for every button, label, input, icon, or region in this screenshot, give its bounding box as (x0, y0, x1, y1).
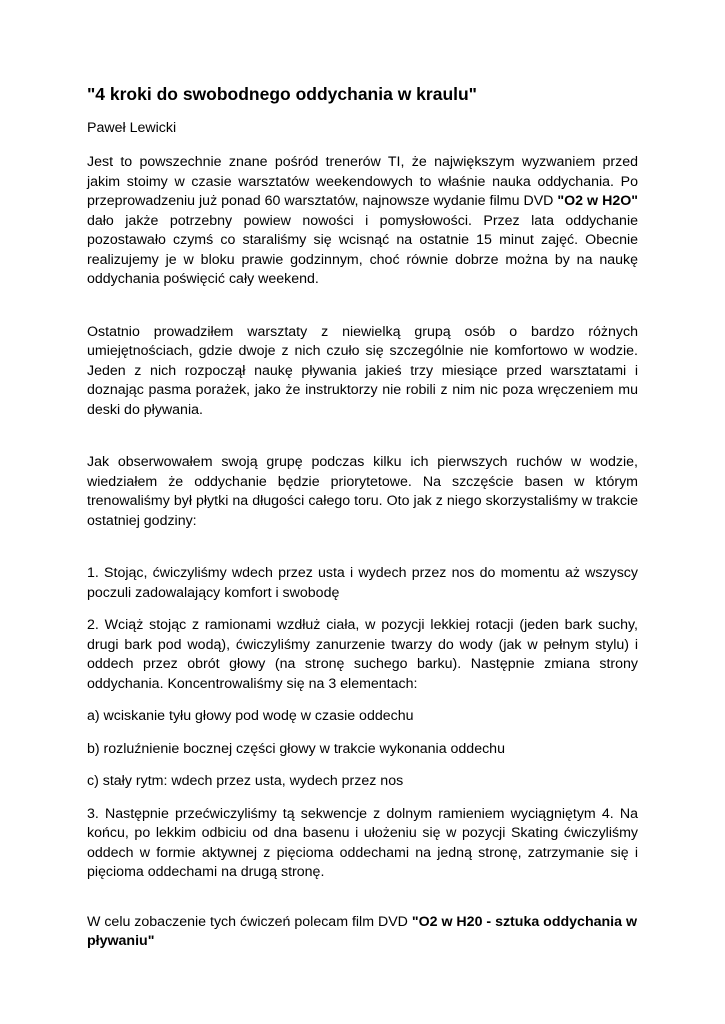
sub-item-a: a) wciskanie tyłu głowy pod wodę w czasie oddechu (87, 708, 414, 724)
dvd-recommendation-bold: "O2 w H20 - sztuka oddychania w pływaniu" (87, 913, 637, 949)
dvd-title-bold: "O2 w H2O" (557, 193, 638, 209)
step-3: 3. Następnie przećwiczyliśmy tą sekwencje z dolnym ramieniem wyciągniętym 4. Na końcu, po lekkim odbiciu od dna basenu i ułożeniu się w pozycji Skating ćwiczyliśmy oddech w formie aktywnej z pięcioma oddechami na jedną stronę, zatrzymanie się i pięcioma oddechami na drugą stronę. (87, 805, 638, 880)
sub-item-b: b) rozluźnienie bocznej części głowy w trakcie wykonania oddechu (87, 740, 505, 757)
paragraph-closing (87, 913, 638, 952)
step-1: 1. Stojąc, ćwiczyliśmy wdech przez usta i wydech przez nos do momentu aż wszyscy poczuli zadowalający komfort i swobodę (87, 565, 638, 601)
paragraph-intro-text-a: Jest to powszechnie znane pośród trenerów TI, że największym wyzwaniem przed jakim stoimy w czasie warsztatów weekendowych to właśnie nauka oddychania. Po przeprowadzeniu już ponad 60 warsztatów, najnowsze wydanie filmu DVD (87, 154, 638, 209)
paragraph-intro-text-b: dało jakże potrzebny powiew nowości i pomysłowości. Przez lata oddychanie pozostawało czymś co staraliśmy się wcisnąć na ostatnie 15 minut zajęć. Obecnie realizujemy je w bloku prawie godzinnym, choć równie dobrze można by na naukę oddychania poświęcić cały weekend. (87, 212, 638, 287)
author-name: Paweł Lewicki (87, 120, 177, 136)
paragraph-closing-text: W celu zobaczenie tych ćwiczeń polecam film DVD (87, 913, 412, 930)
paragraph-intro (87, 153, 638, 290)
paragraph-observation: Jak obserwowałem swoją grupę podczas kilku ich pierwszych ruchów w wodzie, wiedziałem że oddychanie będzie priorytetowe. Na szczęście basen w którym trenowaliśmy był płytki na długości całego toru. Oto jak z niego skorzystaliśmy w trakcie ostatniej godziny: (87, 454, 638, 529)
step-2: 2. Wciąż stojąc z ramionami wzdłuż ciała, w pozycji lekkiej rotacji (jeden bark suchy, drugi bark pod wodą), ćwiczyliśmy zanurzenie twarzy do wody (jak w pełnym stylu) i oddech przez obrót głowy (na stronę suchego barku). Następnie zmiana strony oddychania. Koncentrowaliśmy się na 3 elementach: (87, 617, 638, 692)
sub-item-c: c) stały rytm: wdech przez usta, wydech przez nos (87, 773, 404, 789)
document-page (87, 83, 638, 952)
paragraph-workshop: Ostatnio prowadziłem warsztaty z niewielką grupą osób o bardzo różnych umiejętnościach, gdzie dwoje z nich czuło się szczególnie nie komfortowo w wodzie. Jeden z nich rozpoczął naukę pływania jakieś trzy miesiące przed warsztatami i doznając pasma porażek, jako że instruktorzy nie robili z nim nic poza wręczeniem mu deski do pływania. (87, 323, 638, 418)
document-title: "4 kroki do swobodnego oddychania w kraulu" (87, 84, 477, 104)
